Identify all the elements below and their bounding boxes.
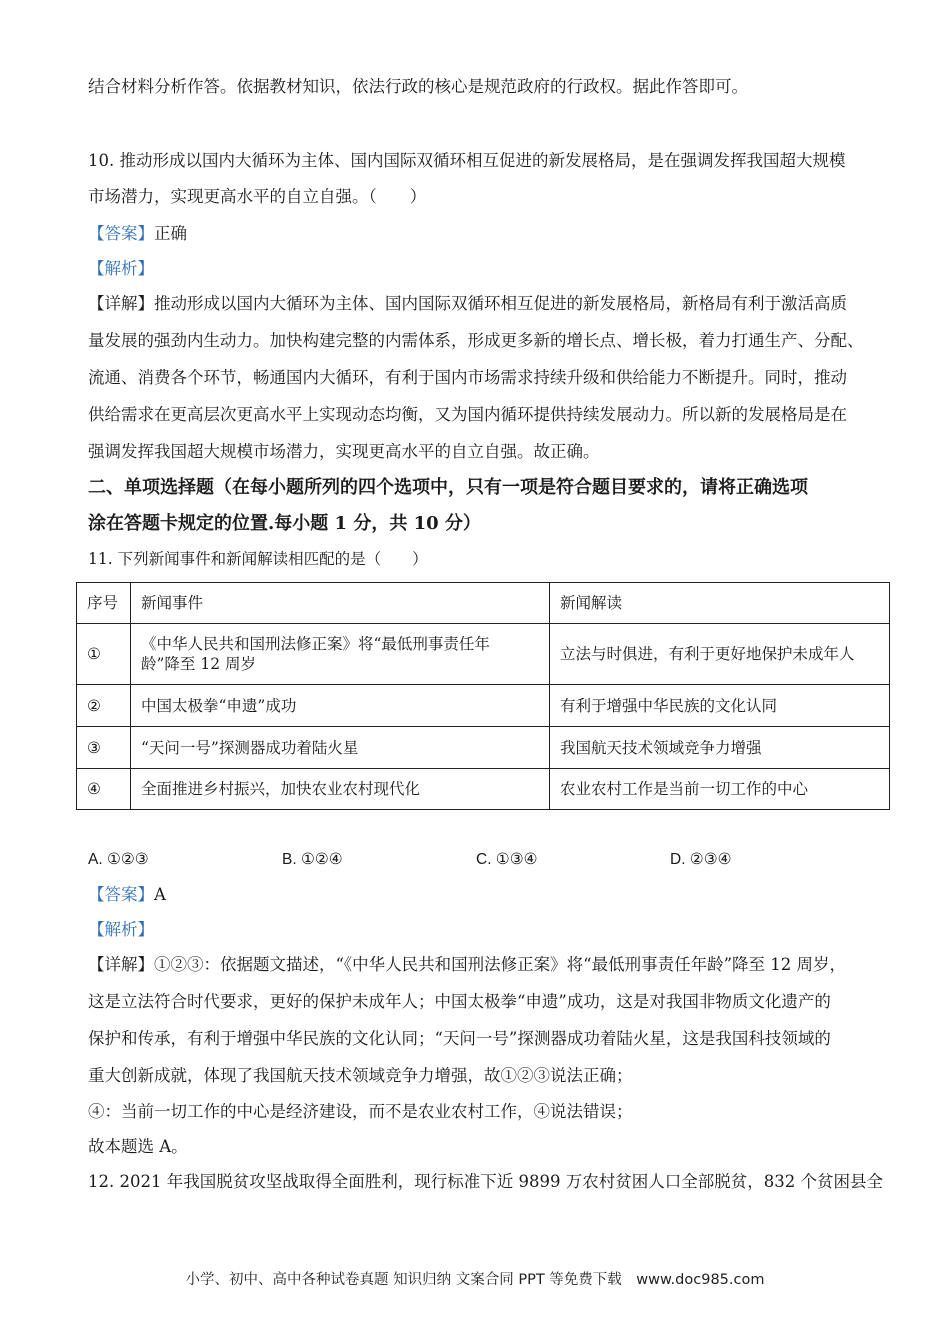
table-cell: 农业农村工作是当前一切工作的中心 xyxy=(550,769,890,810)
detail-text: ①②③：依据题文描述，“《中华人民共和国刑法修正案》将“最低刑事责任年龄”降至 12 周岁， xyxy=(154,955,847,974)
table-cell: ② xyxy=(77,685,131,727)
q11-detail-line4: 重大创新成就，体现了我国航天技术领域竞争力增强，故①②③说法正确； xyxy=(88,1066,633,1085)
detail-tag: 【详解】 xyxy=(88,294,154,313)
table-row xyxy=(77,769,890,810)
table-row xyxy=(77,727,890,769)
table-row xyxy=(77,685,890,727)
table-cell: 中国太极拳“申遗”成功 xyxy=(131,685,550,727)
table-cell: ③ xyxy=(77,727,131,769)
q11-detail-line1 xyxy=(88,955,846,975)
answer-value: 正确 xyxy=(154,224,187,243)
q10-detail-line1 xyxy=(88,294,847,314)
q11-answer xyxy=(88,885,166,905)
answer-tag: 【答案】 xyxy=(88,224,154,243)
q11-detail-line3: 保护和传承，有利于增强中华民族的文化认同；“天问一号”探测器成功着陆火星，这是我国科技领域的 xyxy=(88,1029,831,1048)
option-d: D. ②③④ xyxy=(670,851,732,868)
table-cell: “天问一号”探测器成功着陆火星 xyxy=(131,727,550,769)
q10-detail-line2: 量发展的强劲内生动力。加快构建完整的内需体系，形成更多新的增长点、增长极，着力打通生产、分配、 xyxy=(88,331,864,350)
intro-line: 结合材料分析作答。依据教材知识，依法行政的核心是规范政府的行政权。据此作答即可。 xyxy=(88,77,748,96)
detail-tag: 【详解】 xyxy=(88,955,154,974)
table-row xyxy=(77,624,890,685)
q10-answer xyxy=(88,224,187,244)
table-cell: ④ xyxy=(77,769,131,810)
section2-heading-line2: 涂在答题卡规定的位置.每小题 1 分，共 10 分） xyxy=(88,513,481,534)
q11-stem: 11. 下列新闻事件和新闻解读相匹配的是（ ） xyxy=(88,550,428,568)
detail-text: 推动形成以国内大循环为主体、国内国际双循环相互促进的新发展格局，新格局有利于激活高质 xyxy=(154,294,847,313)
section2-heading-line1: 二、单项选择题（在每小题所列的四个选项中，只有一项是符合题目要求的，请将正确选项 xyxy=(88,477,808,498)
q10-analysis-tag: 【解析】 xyxy=(88,259,154,278)
table-cell: 全面推进乡村振兴，加快农业农村现代化 xyxy=(131,769,550,810)
q10-detail-line3: 流通、消费各个环节，畅通国内大循环，有利于国内市场需求持续升级和供给能力不断提升。同时，推动 xyxy=(88,368,847,387)
q10-stem-line2: 市场潜力，实现更高水平的自立自强。（ ） xyxy=(88,187,427,206)
q11-detail-line5: ④：当前一切工作的中心是经济建设，而不是农业农村工作，④说法错误； xyxy=(88,1102,633,1121)
answer-tag: 【答案】 xyxy=(88,885,154,904)
q10-stem-line1: 10. 推动形成以国内大循环为主体、国内国际双循环相互促进的新发展格局，是在强调发挥我国超大规模 xyxy=(88,151,846,170)
q10-detail-line5: 强调发挥我国超大规模市场潜力，实现更高水平的自立自强。故正确。 xyxy=(88,442,600,461)
table-header-row xyxy=(77,583,890,624)
table-cell: ① xyxy=(77,624,131,685)
table-header-cell: 新闻事件 xyxy=(131,583,550,624)
option-c: C. ①③④ xyxy=(476,851,538,868)
page-footer: 小学、初中、高中各种试卷真题 知识归纳 文案合同 PPT 等免费下载 www.doc985.com xyxy=(185,1272,765,1288)
option-b: B. ①②④ xyxy=(282,851,343,868)
option-a: A. ①②③ xyxy=(88,851,149,868)
q11-detail-line2: 这是立法符合时代要求，更好的保护未成年人；中国太极拳“申遗”成功，这是对我国非物质文化遗产的 xyxy=(88,992,831,1011)
table-header-cell: 新闻解读 xyxy=(550,583,890,624)
q11-detail-line6: 故本题选 A。 xyxy=(88,1137,188,1156)
q10-detail-line4: 供给需求在更高层次更高水平上实现动态均衡，又为国内循环提供持续发展动力。所以新的发展格局是在 xyxy=(88,405,847,424)
table-header-cell: 序号 xyxy=(77,583,131,624)
q11-analysis-tag: 【解析】 xyxy=(88,920,154,939)
answer-value: A xyxy=(154,885,166,904)
q12-stem-line1: 12. 2021 年我国脱贫攻坚战取得全面胜利，现行标准下近 9899 万农村贫困人口全部脱贫，832 个贫困县全 xyxy=(88,1172,883,1191)
table-cell: 有利于增强中华民族的文化认同 xyxy=(550,685,890,727)
table-cell: 《中华人民共和国刑法修正案》将“最低刑事责任年龄”降至 12 周岁 xyxy=(131,624,550,685)
news-table xyxy=(76,582,890,810)
table-cell: 我国航天技术领域竞争力增强 xyxy=(550,727,890,769)
table-cell: 立法与时俱进，有利于更好地保护未成年人 xyxy=(550,624,890,685)
